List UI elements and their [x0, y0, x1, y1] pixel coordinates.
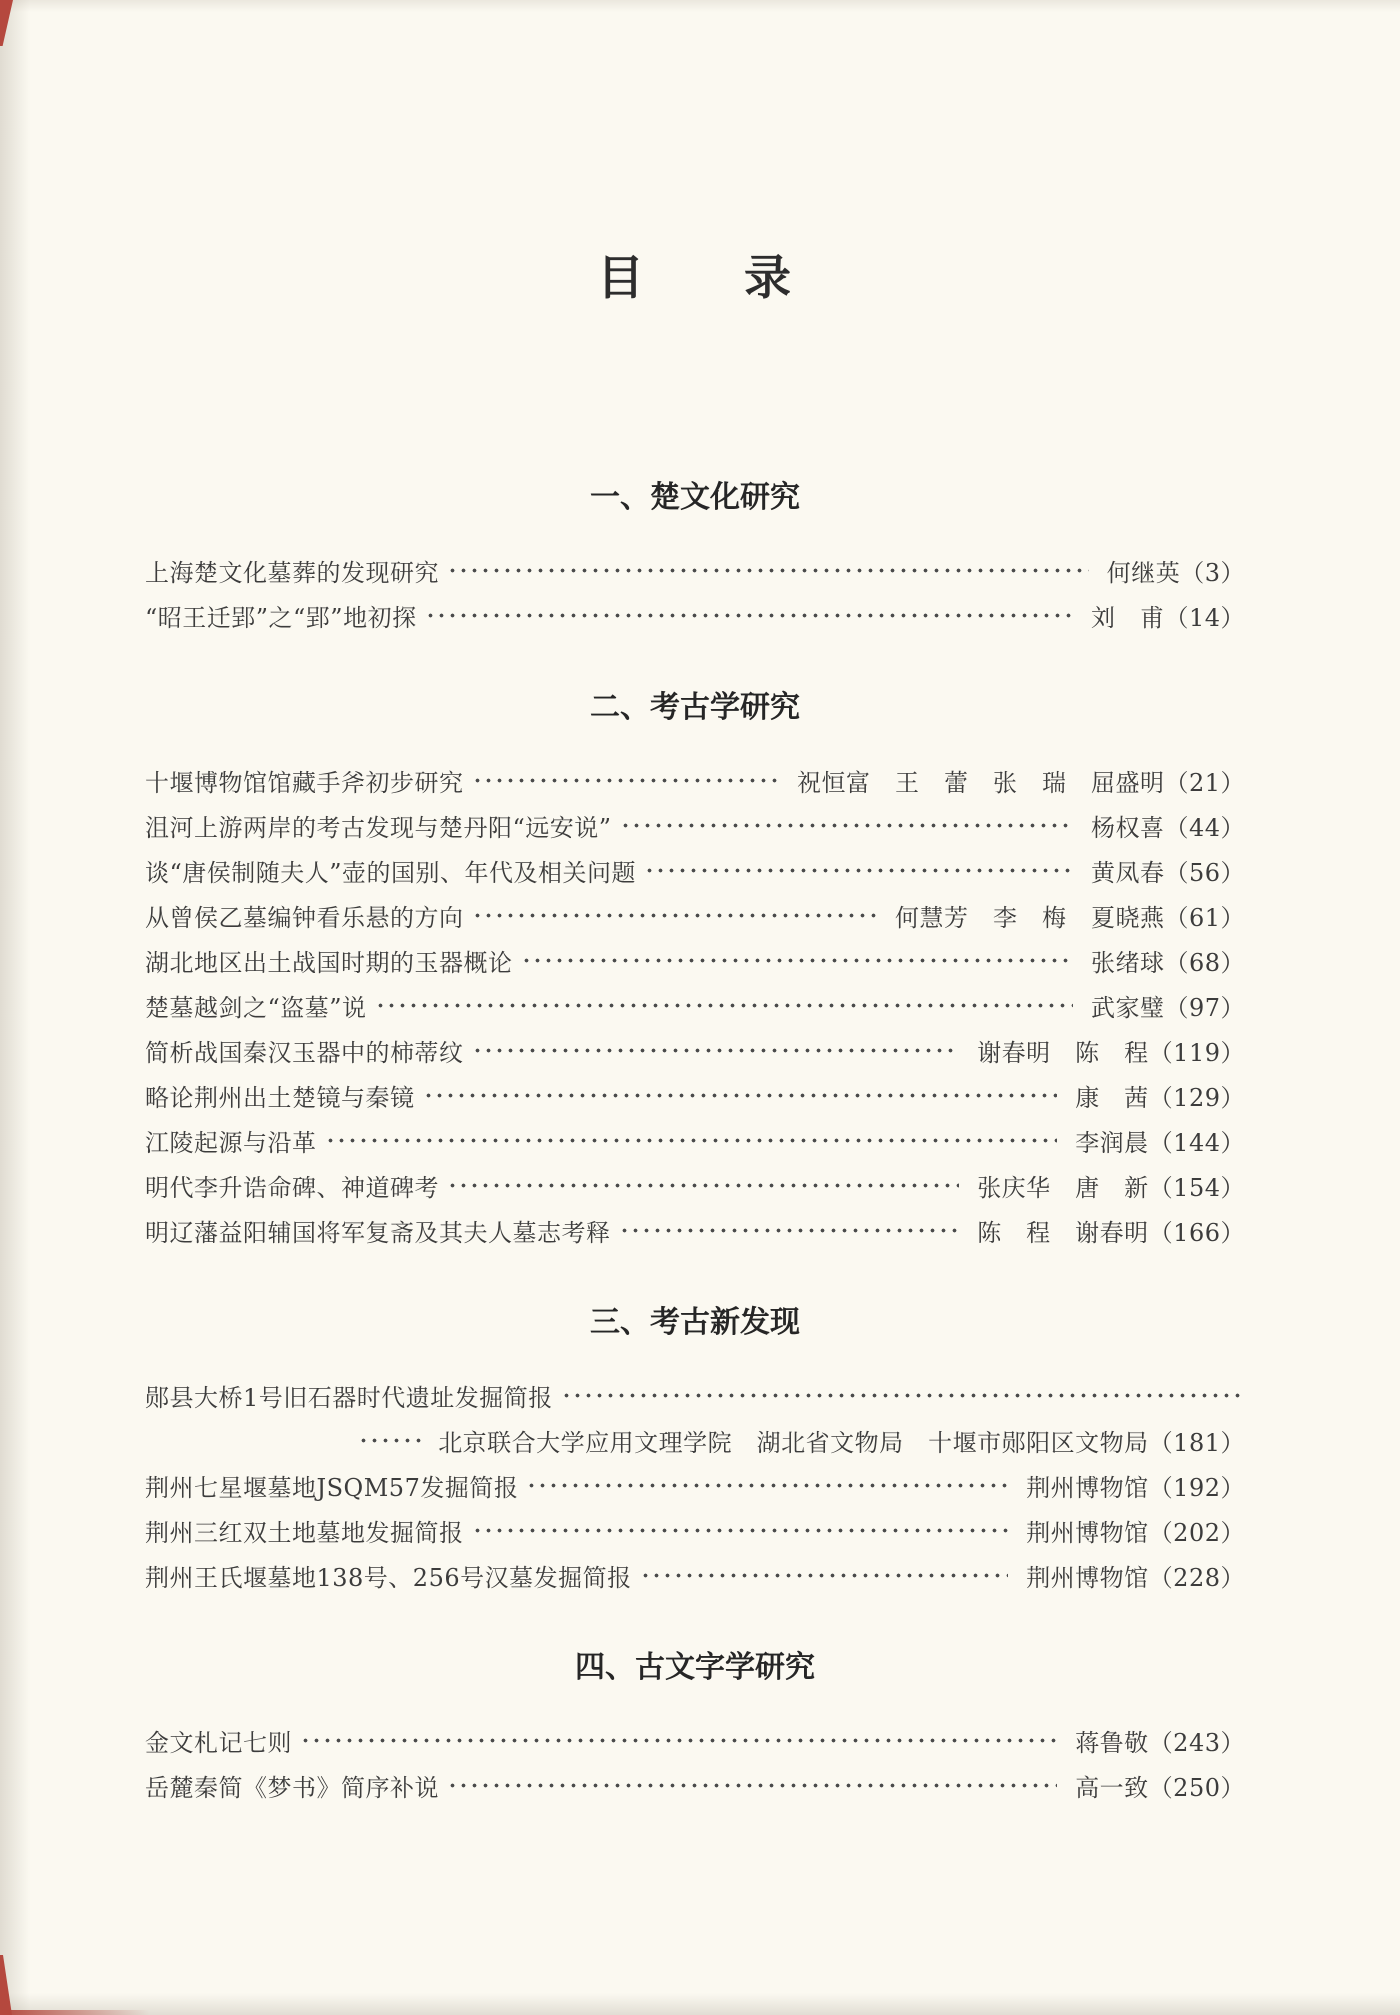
- dot-leader: [300, 1718, 1057, 1763]
- entry-title: 湖北地区出土战国时期的玉器概论: [145, 949, 513, 977]
- toc-entry: [145, 1463, 1245, 1508]
- toc-entry: [145, 1118, 1245, 1163]
- dot-leader: [472, 1028, 960, 1073]
- entry-title: 略论荆州出土楚镜与秦镜: [145, 1084, 415, 1112]
- entry-authors: 何慧芳 李 梅 夏晓燕: [894, 904, 1165, 932]
- entry-page-number: （44）: [1164, 814, 1245, 842]
- entry-page-number: （154）: [1148, 1174, 1245, 1202]
- dot-leader: [620, 803, 1073, 848]
- entry-title: 楚墓越剑之“盗墓”说: [145, 994, 367, 1022]
- dot-leader: [423, 1073, 1058, 1118]
- dot-leader: [472, 1508, 1009, 1553]
- toc-entry: [145, 1163, 1245, 1208]
- entry-title: “昭王迁郢”之“郢”地初探: [145, 604, 417, 632]
- dot-leader: [619, 1208, 960, 1253]
- dot-leader: [425, 593, 1073, 638]
- entry-authors: 北京联合大学应用文理学院 湖北省文物局 十堰市郧阳区文物局: [438, 1429, 1149, 1457]
- scan-red-edge-bottom: [0, 2010, 150, 2015]
- entry-authors: 祝恒富 王 蕾 张 瑞 屈盛明: [796, 769, 1165, 797]
- toc-entry: [145, 1073, 1245, 1118]
- entry-title: 上海楚文化墓葬的发现研究: [145, 559, 439, 587]
- entry-title: 荆州王氏堰墓地138号、256号汉墓发掘简报: [145, 1564, 632, 1592]
- entry-page-number: （3）: [1180, 559, 1245, 587]
- toc-entry-continuation: [145, 1418, 1245, 1463]
- entry-page-number: （129）: [1148, 1084, 1245, 1112]
- entry-page-number: （14）: [1164, 604, 1245, 632]
- toc-entry: [145, 1763, 1245, 1808]
- entry-page-number: （119）: [1148, 1039, 1245, 1067]
- toc-entry: [145, 1718, 1245, 1763]
- entry-authors: 荆州博物馆: [1026, 1474, 1149, 1502]
- section-heading-4: 四、古文字学研究: [575, 1650, 815, 1685]
- toc-entry: [145, 893, 1245, 938]
- toc-content: [145, 0, 1245, 1808]
- entry-authors: 黄凤春: [1090, 859, 1165, 887]
- entry-authors: 蒋鲁敬: [1075, 1729, 1149, 1757]
- entry-authors: 陈 程 谢春明: [977, 1219, 1149, 1247]
- section-heading-2: 二、考古学研究: [590, 690, 800, 725]
- toc-entry: [145, 593, 1245, 638]
- toc-entry: [145, 803, 1245, 848]
- section-heading-1: 一、楚文化研究: [590, 480, 800, 515]
- toc-entry: [145, 983, 1245, 1028]
- entry-authors: 张绪球: [1090, 949, 1165, 977]
- toc-entry: [145, 758, 1245, 803]
- entry-page-number: （243）: [1148, 1729, 1245, 1757]
- scan-red-edge-bottom-left: [0, 1955, 12, 2015]
- dot-leader: [561, 1373, 1243, 1418]
- dot-leader: [472, 893, 877, 938]
- entry-title: 简析战国秦汉玉器中的柿蒂纹: [145, 1039, 464, 1067]
- toc-entry: [145, 1508, 1245, 1553]
- page-title: 目 录: [597, 251, 793, 306]
- entry-page-number: （202）: [1148, 1519, 1245, 1547]
- entry-title: 谈“唐侯制随夫人”壶的国别、年代及相关问题: [145, 859, 637, 887]
- entry-authors: 李润晨: [1075, 1129, 1149, 1157]
- entry-authors: 高一致: [1075, 1774, 1149, 1802]
- toc-entry: [145, 1028, 1245, 1073]
- dot-leader: [521, 938, 1073, 983]
- toc-entry: [145, 848, 1245, 893]
- dot-leader: [358, 1418, 426, 1463]
- entry-page-number: （56）: [1164, 859, 1245, 887]
- entry-authors: 荆州博物馆: [1026, 1519, 1149, 1547]
- entry-authors: 康 茜: [1075, 1084, 1149, 1112]
- entry-page-number: （250）: [1148, 1774, 1245, 1802]
- entry-title: 十堰博物馆馆藏手斧初步研究: [145, 769, 464, 797]
- entry-page-number: （144）: [1148, 1129, 1245, 1157]
- entry-title: 沮河上游两岸的考古发现与楚丹阳“远安说”: [145, 814, 612, 842]
- dot-leader: [325, 1118, 1058, 1163]
- entry-title: 荆州七星堰墓地JSQM57发掘简报: [145, 1474, 519, 1502]
- entry-authors: 杨权喜: [1090, 814, 1165, 842]
- entry-page-number: （61）: [1164, 904, 1245, 932]
- scan-shade-bottom: [0, 1993, 1400, 2015]
- entry-page-number: （68）: [1164, 949, 1245, 977]
- section-heading-3: 三、考古新发现: [590, 1305, 800, 1340]
- toc-entry: [145, 1208, 1245, 1253]
- entry-page-number: （97）: [1164, 994, 1245, 1022]
- dot-leader: [447, 548, 1089, 593]
- entry-page-number: （228）: [1148, 1564, 1245, 1592]
- entry-page-number: （166）: [1148, 1219, 1245, 1247]
- entry-page-number: （21）: [1164, 769, 1245, 797]
- dot-leader: [526, 1463, 1008, 1508]
- toc-entry: [145, 548, 1245, 593]
- entry-title: 郧县大桥1号旧石器时代遗址发掘简报: [145, 1384, 553, 1412]
- entry-authors: 武家璧: [1090, 994, 1165, 1022]
- entry-page-number: （192）: [1148, 1474, 1245, 1502]
- entry-title: 明辽藩益阳辅国将军复斋及其夫人墓志考释: [145, 1219, 611, 1247]
- entry-title: 明代李升诰命碑、神道碑考: [145, 1174, 439, 1202]
- toc-entry: [145, 1553, 1245, 1598]
- entry-page-number: （181）: [1148, 1429, 1245, 1457]
- dot-leader: [375, 983, 1073, 1028]
- toc-entry: [145, 1373, 1245, 1418]
- dot-leader: [447, 1763, 1057, 1808]
- scan-red-edge-top-left: [0, 0, 13, 46]
- entry-title: 荆州三红双土地墓地发掘简报: [145, 1519, 464, 1547]
- entry-authors: 何继英: [1106, 559, 1181, 587]
- dot-leader: [472, 758, 779, 803]
- entry-authors: 张庆华 唐 新: [977, 1174, 1149, 1202]
- entry-title: 江陵起源与沿革: [145, 1129, 317, 1157]
- dot-leader: [447, 1163, 959, 1208]
- scan-shade-left: [0, 0, 30, 2015]
- entry-authors: 刘 甫: [1090, 604, 1165, 632]
- entry-title: 从曾侯乙墓编钟看乐悬的方向: [145, 904, 464, 932]
- entry-title: 岳麓秦简《梦书》简序补说: [145, 1774, 439, 1802]
- dot-leader: [640, 1553, 1009, 1598]
- entry-authors: 荆州博物馆: [1026, 1564, 1149, 1592]
- entry-title: 金文札记七则: [145, 1729, 292, 1757]
- toc-entry: [145, 938, 1245, 983]
- dot-leader: [644, 848, 1073, 893]
- entry-authors: 谢春明 陈 程: [977, 1039, 1149, 1067]
